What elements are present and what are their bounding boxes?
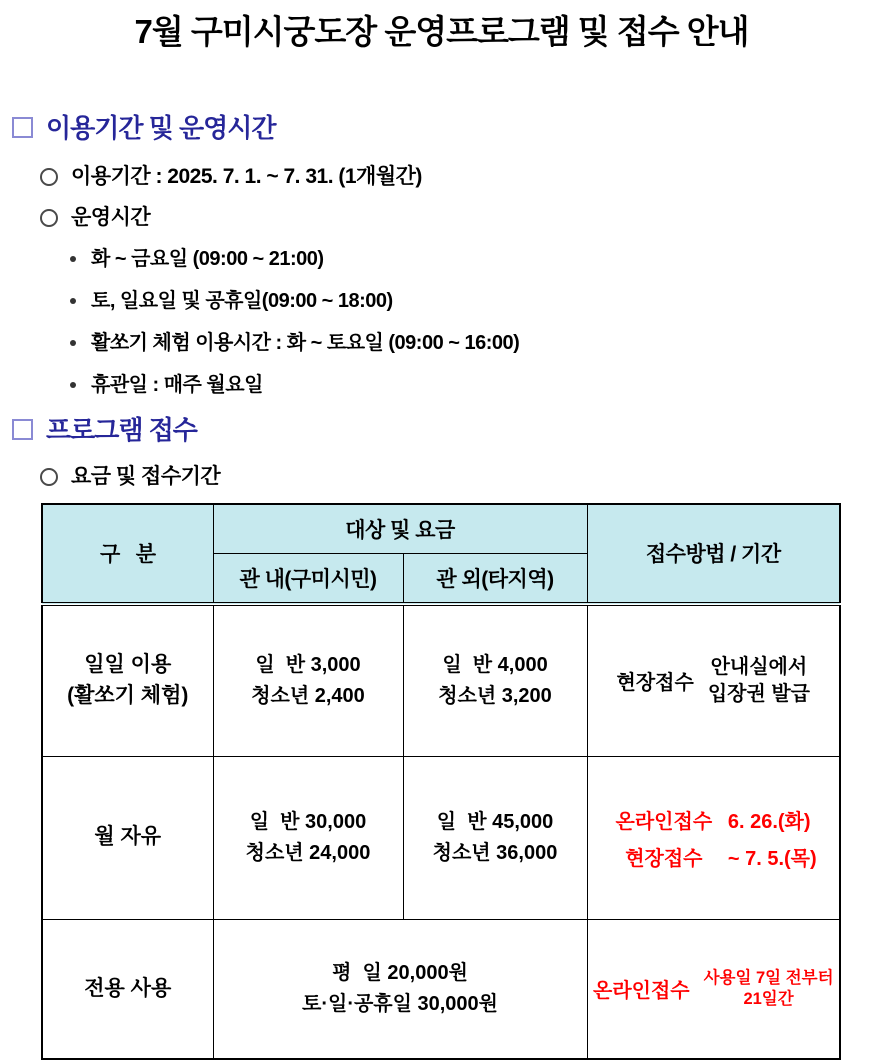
cell-fee-outside: 일 반 45,000 청소년 36,000: [403, 756, 587, 919]
hours-bullet-closed: [70, 372, 883, 398]
cell-category: 전용 사용: [42, 919, 213, 1059]
circle-bullet-icon: [40, 468, 58, 486]
section-usage-heading-label: 이용기간 및 운영시간: [46, 112, 276, 143]
page-title: 7월 구미시궁도장 운영프로그램 및 접수 안내: [134, 13, 749, 50]
hours-bullet-archery-label: 활쏘기 체험 이용시간 : 화 ~ 토요일 (09:00 ~ 16:00): [91, 331, 520, 354]
method-line2-label: 현장접수: [625, 847, 703, 870]
method-line2-value: ~ 7. 5.(목): [727, 847, 817, 870]
cell-method: [587, 604, 840, 757]
section-program-heading-label: 프로그램 접수: [46, 414, 197, 445]
cell-fee-inside: 일 반 30,000 청소년 24,000: [213, 756, 403, 919]
dot-bullet-icon: [70, 340, 76, 346]
cell-fee-inside: 일 반 3,000 청소년 2,400: [213, 604, 403, 757]
table-row-exclusive: [42, 919, 840, 1059]
dot-bullet-icon: [70, 298, 76, 304]
hours-bullet-weekend: [70, 288, 883, 314]
usage-period-label: 이용기간 : 2025. 7. 1. ~ 7. 31. (1개월간): [71, 164, 422, 188]
dot-bullet-icon: [70, 382, 76, 388]
header-inside: 관 내(구미시민): [213, 553, 403, 604]
section-program-heading: [12, 415, 883, 445]
hours-bullet-weekday: [70, 246, 883, 272]
header-method: 접수방법 / 기간: [587, 504, 840, 604]
square-bullet-icon: [12, 419, 33, 440]
square-bullet-icon: [12, 117, 33, 138]
table-row-monthly: [42, 756, 840, 919]
cell-category: 일일 이용 (활쏘기 체험): [42, 604, 213, 757]
table-header-row-1: [42, 504, 840, 554]
cell-method: [587, 756, 840, 919]
usage-hours-item: [40, 205, 883, 231]
cell-fee-outside: 일 반 4,000 청소년 3,200: [403, 604, 587, 757]
usage-hours-label: 운영시간: [71, 205, 151, 229]
method-detail: 사용일 7일 전부터 21일간: [703, 968, 834, 1008]
hours-bullet-archery: [70, 330, 883, 356]
fee-table: [41, 503, 841, 1060]
table-row-daily: [42, 604, 840, 757]
method-line1-value: 6. 26.(화): [727, 810, 811, 833]
fee-period-label: 요금 및 접수기간: [71, 464, 221, 488]
notice-page: [0, 10, 883, 1015]
method-line1-label: 온라인접수: [615, 810, 713, 833]
fee-period-item: [40, 464, 883, 490]
cell-method: [587, 919, 840, 1059]
usage-period-item: [40, 164, 883, 190]
header-target-fee: 대상 및 요금: [213, 504, 587, 554]
hours-bullet-closed-label: 휴관일 : 매주 월요일: [91, 373, 263, 396]
cell-fee-merged: 평 일 20,000원 토·일·공휴일 30,000원: [213, 919, 587, 1059]
header-outside: 관 외(타지역): [403, 553, 587, 604]
section-usage-heading: [12, 113, 883, 143]
circle-bullet-icon: [40, 209, 58, 227]
circle-bullet-icon: [40, 168, 58, 186]
method-detail: 안내실에서 입장권 발급: [707, 655, 810, 705]
method-label: 온라인접수: [593, 980, 690, 1003]
header-category: 구 분: [42, 504, 213, 604]
hours-bullet-weekday-label: 화 ~ 금요일 (09:00 ~ 21:00): [91, 247, 324, 270]
hours-bullet-weekend-label: 토, 일요일 및 공휴일(09:00 ~ 18:00): [91, 289, 393, 312]
dot-bullet-icon: [70, 256, 76, 262]
cell-category: 월 자유: [42, 756, 213, 919]
method-label: 현장접수: [616, 672, 694, 695]
